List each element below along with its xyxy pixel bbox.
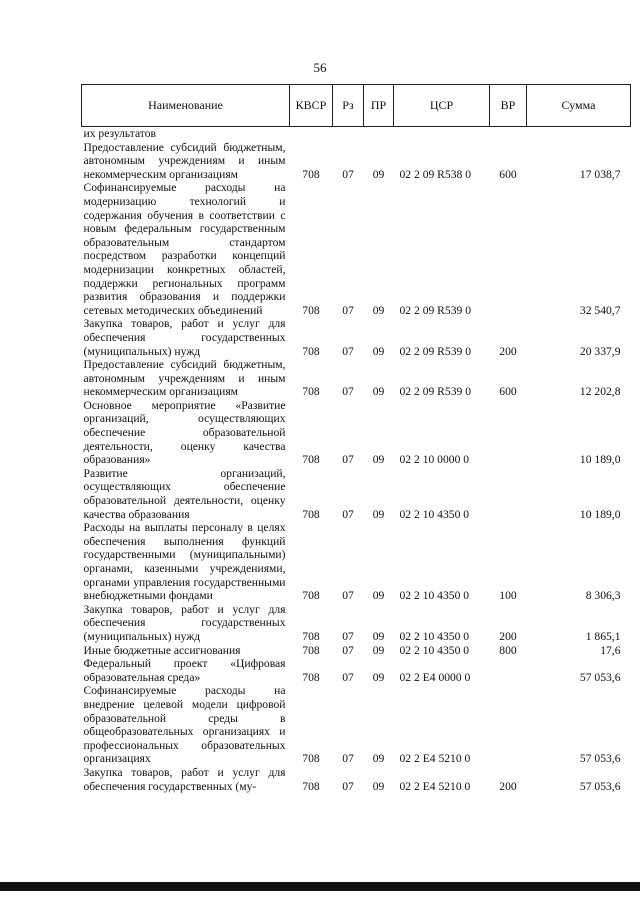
cell-vr (490, 467, 527, 521)
cell-rz: 07 (342, 167, 354, 181)
header-sum: Сумма (527, 85, 631, 127)
cell-kvsr: 708 (302, 629, 320, 643)
cell-kvsr (290, 127, 333, 141)
header-pr: ПР (364, 85, 394, 127)
cell-csr: 02 2 10 4350 0 (399, 507, 470, 521)
page-number: 56 (313, 60, 327, 75)
cell-sum: 10 189,0 (579, 453, 621, 467)
cell-rz: 07 (342, 643, 354, 657)
table-row (82, 603, 631, 644)
cell-name: Софинансируемые расходы на внедрение целевой модели цифровой образовательной среды в общеобразовательных организациях и профессиональных образовательных организациях (83, 684, 286, 766)
cell-pr: 09 (372, 589, 385, 603)
cell-sum (527, 127, 631, 141)
cell-name: Закупка товаров, работ и услуг для обеспечения государственных (муниципальных) нужд (83, 317, 286, 358)
cell-pr: 09 (372, 385, 385, 399)
table-row (82, 467, 631, 521)
table-row (82, 399, 631, 467)
cell-sum: 17 038,7 (579, 167, 621, 181)
cell-vr (490, 657, 527, 684)
cell-rz: 07 (342, 752, 354, 766)
cell-kvsr: 708 (302, 167, 320, 181)
cell-name: Федеральный проект «Цифровая образовательная среда» (83, 657, 286, 684)
cell-vr: 600 (499, 385, 517, 399)
cell-name: Софинансируемые расходы на модернизацию технологий и содержания обучения в соответствии с новым федеральным государственным образовательным стандартом посредством разработки концепций модернизации конкретных областей, поддержки региональных программ развития образования и поддержки сетевых методических объединений (83, 181, 286, 317)
cell-sum: 32 540,7 (579, 303, 621, 317)
cell-kvsr: 708 (302, 589, 320, 603)
cell-vr (490, 399, 527, 467)
cell-rz: 07 (342, 344, 354, 358)
cell-rz: 07 (342, 629, 354, 643)
cell-kvsr: 708 (302, 779, 320, 793)
budget-table (81, 84, 631, 793)
table-header-row (82, 85, 631, 127)
cell-vr: 200 (499, 344, 517, 358)
cell-sum: 1 865,1 (585, 629, 621, 643)
table-row (82, 521, 631, 603)
cell-kvsr: 708 (302, 385, 320, 399)
cell-csr: 02 2 09 R539 0 (399, 385, 471, 399)
cell-name: Развитие организаций, осуществляющих обеспечение образовательной деятельности, оценку качества образования (83, 466, 286, 521)
cell-name: Предоставление субсидий бюджетным, автономным учреждениям и иным некоммерческим организациям (83, 140, 286, 181)
cell-name: Предоставление субсидий бюджетным, автономным учреждениям и иным некоммерческим организациям (83, 358, 286, 399)
cell-sum: 20 337,9 (579, 344, 621, 358)
cell-vr: 600 (499, 167, 517, 181)
cell-sum: 12 202,8 (579, 385, 621, 399)
table-row (82, 127, 631, 141)
header-kvsr: КВСР (290, 85, 333, 127)
cell-name: Закупка товаров, работ и услуг для обеспечения государственных (му- (83, 765, 286, 793)
header-vr: ВР (490, 85, 527, 127)
cell-sum: 57 053,6 (579, 670, 621, 684)
cell-rz: 07 (342, 589, 354, 603)
table-row (82, 181, 631, 317)
scan-bottom-border (0, 882, 640, 891)
cell-name: Расходы на выплаты персоналу в целях обеспечения выполнения функций государственными (муниципальными) органами, казенными учреждениями, органами управления государственными внебюджетными фондами (83, 521, 286, 603)
table-row (82, 644, 631, 658)
cell-sum: 57 053,6 (579, 752, 621, 766)
cell-pr: 09 (372, 344, 385, 358)
cell-pr: 09 (372, 779, 385, 793)
cell-vr: 200 (499, 629, 517, 643)
cell-pr: 09 (372, 670, 385, 684)
cell-vr: 200 (499, 779, 517, 793)
cell-csr: 02 2 E4 5210 0 (399, 779, 471, 793)
cell-sum: 10 189,0 (579, 507, 621, 521)
table-row (82, 358, 631, 399)
cell-pr: 09 (372, 643, 385, 657)
table-row (82, 766, 631, 793)
cell-rz: 07 (342, 507, 354, 521)
cell-rz: 07 (342, 385, 354, 399)
cell-csr: 02 2 10 4350 0 (399, 643, 470, 657)
cell-pr (364, 127, 394, 141)
table-row (82, 657, 631, 684)
cell-pr: 09 (372, 629, 385, 643)
cell-csr: 02 2 10 4350 0 (399, 629, 470, 643)
cell-csr: 02 2 09 R539 0 (399, 303, 471, 317)
cell-csr: 02 2 10 0000 0 (399, 453, 470, 467)
cell-csr: 02 2 E4 5210 0 (399, 752, 471, 766)
cell-vr: 100 (499, 589, 517, 603)
cell-csr: 02 2 10 4350 0 (399, 589, 470, 603)
cell-rz: 07 (342, 453, 354, 467)
cell-vr (490, 181, 527, 317)
table-row (82, 141, 631, 182)
cell-name: Иные бюджетные ассигнования (83, 643, 241, 657)
cell-name: Основное мероприятие «Развитие организаций, осуществляющих обеспечение образовательной деятельности, оценку качества образования» (83, 398, 286, 467)
cell-sum: 8 306,3 (585, 589, 621, 603)
header-name: Наименование (82, 85, 290, 127)
cell-pr: 09 (372, 752, 385, 766)
cell-kvsr: 708 (302, 670, 320, 684)
cell-name: их результатов (83, 127, 156, 140)
cell-kvsr: 708 (302, 752, 320, 766)
cell-sum: 17,6 (600, 643, 621, 657)
cell-kvsr: 708 (302, 643, 320, 657)
cell-csr: 02 2 09 R539 0 (399, 344, 471, 358)
cell-csr: 02 2 E4 0000 0 (399, 670, 471, 684)
cell-rz: 07 (342, 670, 354, 684)
header-rz: Рз (333, 85, 364, 127)
cell-vr (490, 127, 527, 141)
cell-pr: 09 (372, 167, 385, 181)
cell-csr (394, 127, 490, 141)
cell-pr: 09 (372, 453, 385, 467)
cell-sum: 57 053,6 (579, 779, 621, 793)
cell-rz: 07 (342, 303, 354, 317)
cell-kvsr: 708 (302, 453, 320, 467)
cell-pr: 09 (372, 303, 385, 317)
cell-kvsr: 708 (302, 507, 320, 521)
cell-kvsr: 708 (302, 344, 320, 358)
cell-vr: 800 (499, 643, 517, 657)
cell-rz (333, 127, 364, 141)
header-csr: ЦСР (394, 85, 490, 127)
table-row (82, 317, 631, 358)
cell-rz: 07 (342, 779, 354, 793)
cell-kvsr: 708 (302, 303, 320, 317)
cell-pr: 09 (372, 507, 385, 521)
cell-vr (490, 684, 527, 766)
cell-name: Закупка товаров, работ и услуг для обеспечения государственных (муниципальных) нужд (83, 602, 286, 643)
cell-csr: 02 2 09 R538 0 (399, 167, 471, 181)
table-row (82, 684, 631, 766)
